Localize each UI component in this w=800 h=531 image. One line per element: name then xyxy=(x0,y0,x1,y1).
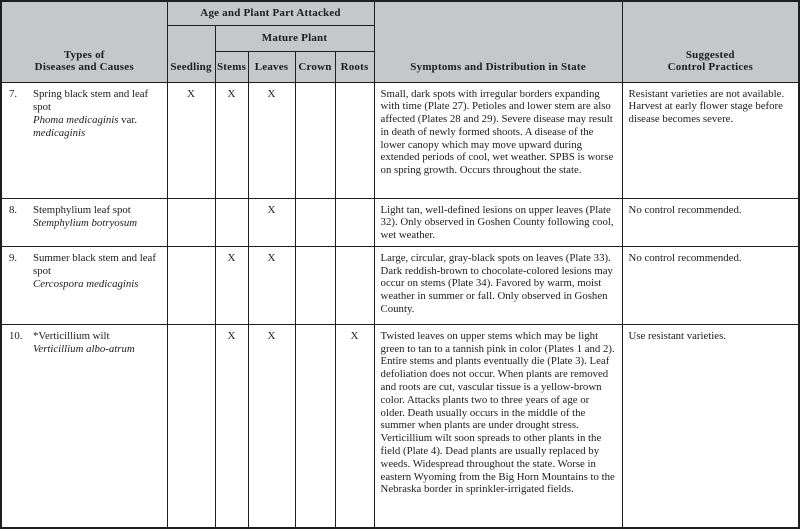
attack-mark-stems xyxy=(215,198,248,246)
column-header-crown: Crown xyxy=(295,51,335,82)
column-header-roots: Roots xyxy=(335,51,374,82)
disease-text xyxy=(33,330,163,356)
table-row xyxy=(1,246,799,324)
table-row xyxy=(1,82,799,198)
disease-entry xyxy=(9,330,163,356)
table-row xyxy=(1,198,799,246)
scientific-name-segment: medicaginis xyxy=(33,126,86,139)
disease-scientific-name xyxy=(33,343,163,356)
attack-mark-leaves: X xyxy=(248,198,295,246)
disease-number: 7. xyxy=(9,87,18,100)
attack-mark-crown xyxy=(295,198,335,246)
attack-mark-stems: X xyxy=(215,324,248,528)
attack-mark-roots xyxy=(335,82,374,198)
disease-scientific-name xyxy=(33,114,163,140)
attack-mark-stems: X xyxy=(215,82,248,198)
table-row xyxy=(1,324,799,528)
column-header-control-line2: Control Practices xyxy=(667,60,753,73)
disease-entry xyxy=(9,204,163,230)
disease-table-body xyxy=(1,82,799,528)
attack-mark-seedling xyxy=(167,198,215,246)
column-header-mature: Mature Plant xyxy=(215,25,374,51)
attack-mark-stems: X xyxy=(215,246,248,324)
table-header xyxy=(1,1,799,82)
column-header-diseases xyxy=(1,1,167,82)
column-header-diseases-line2: Diseases and Causes xyxy=(34,60,134,73)
disease-scientific-name xyxy=(33,217,163,230)
column-header-symptoms: Symptoms and Distribution in State xyxy=(374,1,622,82)
column-header-age: Age and Plant Part Attacked xyxy=(167,1,374,25)
disease-text xyxy=(33,204,163,230)
disease-cell xyxy=(1,324,167,528)
control-cell: No control recommended. xyxy=(622,198,799,246)
attack-mark-seedling xyxy=(167,246,215,324)
scientific-name-segment: Stemphylium botryosum xyxy=(33,216,138,229)
control-cell: Use resistant varieties. xyxy=(622,324,799,528)
scientific-name-segment: Verticillium albo-atrum xyxy=(33,342,135,355)
scientific-name-segment: Phoma medicaginis xyxy=(33,113,119,126)
disease-entry xyxy=(9,252,163,291)
scientific-name-segment: Cercospora medicaginis xyxy=(33,277,139,290)
disease-name: Spring black stem and leaf spot xyxy=(33,87,149,113)
disease-name: Summer black stem and leaf spot xyxy=(33,251,156,277)
disease-cell xyxy=(1,198,167,246)
attack-mark-crown xyxy=(295,246,335,324)
attack-mark-seedling xyxy=(167,324,215,528)
disease-entry xyxy=(9,88,163,140)
control-cell: No control recommended. xyxy=(622,246,799,324)
attack-mark-crown xyxy=(295,324,335,528)
attack-mark-roots xyxy=(335,198,374,246)
scientific-name-segment: var. xyxy=(118,113,138,126)
attack-mark-leaves: X xyxy=(248,246,295,324)
column-header-seedling: Seedling xyxy=(167,25,215,82)
attack-mark-roots xyxy=(335,246,374,324)
attack-mark-leaves: X xyxy=(248,82,295,198)
disease-text xyxy=(33,252,163,291)
symptoms-cell: Large, circular, gray-black spots on leaves (Plate 33). Dark reddish-brown to chocolate-colored lesions may occur on stems (Plate 34). Favored by warm, moist weather in summer or fall. Only observed in Goshen County. xyxy=(374,246,622,324)
disease-number: 10. xyxy=(9,329,23,342)
disease-name: *Verticillium wilt xyxy=(33,329,110,342)
disease-cell xyxy=(1,82,167,198)
symptoms-cell: Small, dark spots with irregular borders expanding with time (Plate 27). Petioles and lower stem are also affected (Plates 28 and 29). Severe disease may result in death of newly formed shoots. A disease of the lower canopy which may move upward during extended periods of cool, wet weather. SPBS is worse on spring growth. Occurs throughout the state. xyxy=(374,82,622,198)
attack-mark-leaves: X xyxy=(248,324,295,528)
attack-mark-roots: X xyxy=(335,324,374,528)
symptoms-cell: Twisted leaves on upper stems which may be light green to tan to a tannish pink in color (Plates 1 and 2). Entire stems and plants eventually die (Plate 3). Leaf defoliation does not occur. When plants are removed and roots are cut, vascular tissue is a yellow-brown color. Attacks plants two to three years of age or older. Death usually occurs in the middle of the summer when plants are under drought stress. Verticillium wilt soon spreads to other plants in the field (Plate 4). Dead plants are usually replaced by weeds. Widespread throughout the state. Worse in eastern Wyoming from the Big Horn Mountains to the Nebraska border in sprinkler-irrigated fields. xyxy=(374,324,622,528)
disease-name: Stemphylium leaf spot xyxy=(33,203,131,216)
attack-mark-crown xyxy=(295,82,335,198)
disease-text xyxy=(33,88,163,140)
control-cell: Resistant varieties are not available. Harvest at early flower stage before disease becomes severe. xyxy=(622,82,799,198)
column-header-stems: Stems xyxy=(215,51,248,82)
attack-mark-seedling: X xyxy=(167,82,215,198)
disease-cell xyxy=(1,246,167,324)
column-header-control-line1: Suggested xyxy=(685,48,735,61)
disease-number: 8. xyxy=(9,203,18,216)
disease-scientific-name xyxy=(33,278,163,291)
column-header-control xyxy=(622,1,799,82)
symptoms-cell: Light tan, well-defined lesions on upper leaves (Plate 32). Only observed in Goshen County following cool, wet weather. xyxy=(374,198,622,246)
disease-number: 9. xyxy=(9,251,18,264)
column-header-leaves: Leaves xyxy=(248,51,295,82)
header-row-1 xyxy=(1,1,799,25)
column-header-diseases-line1: Types of xyxy=(63,48,105,61)
